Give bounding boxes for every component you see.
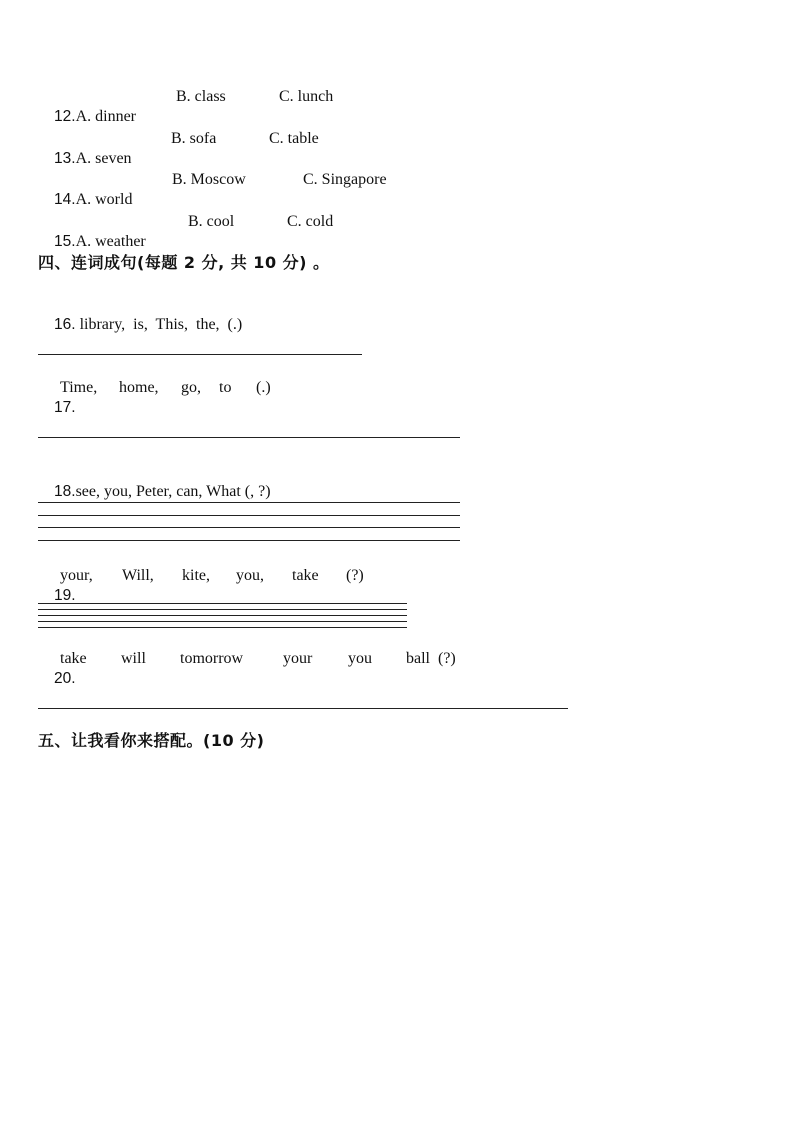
question-number: 18. (54, 483, 76, 500)
answer-line[interactable] (38, 615, 407, 616)
question-number: 16. (54, 316, 76, 333)
word: take (292, 567, 319, 584)
answer-line[interactable] (38, 603, 407, 604)
question-18 (38, 462, 271, 522)
option-a: A. world (75, 191, 133, 208)
answer-line[interactable] (38, 609, 407, 610)
answer-line[interactable] (38, 437, 460, 438)
section-4-heading: 四、连词成句(每题 2 分, 共 10 分) 。 (38, 253, 330, 272)
word: will (121, 650, 146, 667)
question-number: 15. (54, 233, 76, 250)
answer-line[interactable] (38, 354, 362, 355)
option-c: C. cold (287, 213, 334, 230)
option-c: C. Singapore (303, 171, 387, 188)
question-16 (38, 295, 242, 355)
question-number: 19. (54, 587, 76, 604)
answer-line[interactable] (38, 708, 568, 709)
option-b: B. class (176, 88, 226, 105)
word: you (348, 650, 372, 667)
answer-line[interactable] (38, 527, 460, 528)
option-b: B. Moscow (172, 171, 246, 188)
answer-line[interactable] (38, 621, 407, 622)
answer-line[interactable] (38, 540, 460, 541)
word: home, (119, 379, 159, 396)
word: kite, (182, 567, 210, 584)
question-number: 12. (54, 108, 76, 125)
word: Will, (122, 567, 154, 584)
word: (.) (256, 379, 271, 396)
word: Time, (60, 379, 98, 396)
option-a: A. seven (75, 150, 132, 167)
option-a: A. dinner (75, 108, 136, 125)
option-a: A. weather (75, 233, 146, 250)
answer-line[interactable] (38, 502, 460, 503)
answer-line[interactable] (38, 515, 460, 516)
word: tomorrow (180, 650, 244, 667)
section-5-heading: 五、让我看你来搭配。(10 分) (38, 731, 265, 750)
word: (?) (346, 567, 364, 584)
word: take (60, 650, 87, 667)
option-c: C. table (269, 130, 319, 147)
question-number: 14. (54, 191, 76, 208)
word: your, (60, 567, 93, 584)
option-b: B. sofa (171, 130, 217, 147)
option-b: B. cool (188, 213, 235, 230)
word: your (283, 650, 313, 667)
word: ball (?) (406, 650, 456, 667)
question-text: see, you, Peter, can, What (, ?) (75, 483, 271, 500)
word: go, (181, 379, 201, 396)
question-number: 17. (54, 399, 76, 416)
option-c: C. lunch (279, 88, 334, 105)
question-number: 13. (54, 150, 76, 167)
word: you, (236, 567, 264, 584)
question-number: 20. (54, 670, 76, 687)
question-text: library, is, This, the, (.) (75, 316, 243, 333)
word: to (219, 379, 232, 396)
answer-line[interactable] (38, 627, 407, 628)
